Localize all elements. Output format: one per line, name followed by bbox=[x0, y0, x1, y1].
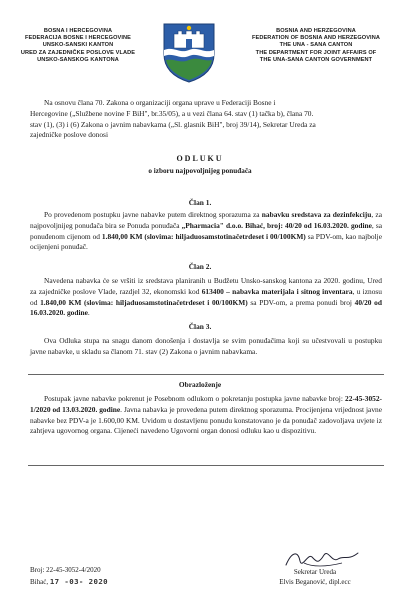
reference-number: Broj: 22-45-3052-4/2020 bbox=[30, 566, 101, 574]
header-left-line: URED ZA ZAJEDNIČKE POSLOVE VLADE bbox=[20, 49, 136, 56]
header-right-line: BOSNIA AND HERZEGOVINA bbox=[276, 28, 356, 34]
article-1-heading: Član 1. bbox=[188, 198, 212, 207]
explanation-heading: Obrazloženje bbox=[178, 380, 222, 389]
header-right-line: THE UNA - SANA CANTON bbox=[279, 42, 353, 49]
article-1-text-b: , za najpovoljnijeg ponuđača bira se Ponuda ponuđača bbox=[30, 210, 382, 230]
header-right bbox=[246, 28, 386, 64]
explanation-text-b: . Javna nabavka je provedena putem direktnog sporazuma. Procijenjena vrijednost javne nabavke bez PDV-a je 1.600,00 KM. Uvidom u dostavljenu ponudu konstatovano je da ponuđač zadovoljava uvjete iz zahtjeva ugovornog organa. Cijeneći navedeno Ugovorni organ donosi odluku kao u dispozitivu. bbox=[30, 404, 382, 436]
article-2-bold-a: 613400 – nabavka materijala i sitnog inventara bbox=[201, 286, 353, 296]
header-left bbox=[18, 28, 138, 64]
place-label: Bihać, bbox=[30, 578, 49, 586]
intro-line: Hercegovine („Službene novine F BiH", br.35/05), a u vezi člana 64. stav (1) tačka b), člana 70. bbox=[30, 108, 314, 118]
article-2-text-c: sa PDV-om, a prema ponudi broj bbox=[247, 297, 355, 307]
header-right-line: THE DEPARTMENT FOR JOINT AFFAIRS OF bbox=[255, 49, 377, 56]
explanation-bold-a: 22-45-3052-1/2020 od 13.03.2020. godine bbox=[30, 394, 382, 414]
signatory-name: Elvis Beganović, dipl.ecc bbox=[279, 578, 351, 586]
article-2-text-a: Navedena nabavka će se vršiti iz sredstava planiranih u Budžetu Unsko-sanskog kantona za 2020. godinu, Ured za zajedničke poslove Vlade, razdjel 32, ekonomski kod bbox=[30, 276, 382, 296]
signature-block bbox=[260, 567, 370, 587]
article-2-text bbox=[30, 276, 382, 319]
article-2-heading: Član 2. bbox=[188, 262, 212, 271]
header-left-line: UNSKO-SANSKOG KANTONA bbox=[37, 56, 119, 63]
intro-line: zajedničke poslove donosi bbox=[30, 130, 108, 140]
explanation-text bbox=[30, 394, 382, 437]
header-left-line: FEDERACIJA BOSNE I HERCEGOVINE bbox=[25, 35, 131, 42]
article-1-text-a: Po provedenom postupku javne nabavke putem direktnog sporazuma za bbox=[44, 210, 262, 219]
article-2-text-b: , u iznosu od bbox=[30, 286, 382, 307]
date-stamp: 17 -03- 2020 bbox=[49, 577, 109, 586]
article-1-bold-a: nabavku sredstava za dezinfekciju bbox=[261, 210, 372, 219]
article-1-text-d: sa PDV-om, kao najbolje ocijenjeni ponuđač. bbox=[30, 231, 382, 252]
document-title: ODLUKU bbox=[176, 154, 224, 163]
article-2-bold-c: 40/20 od 16.03.2020. godine bbox=[30, 297, 382, 318]
intro-line: stav (1), (3) i (6) Zakona o javnim nabavkama („Sl. glasnik BiH", broj 39/14), Sekretar Ureda za bbox=[30, 119, 316, 129]
document-subtitle: o izboru najpovoljnijeg ponuđača bbox=[148, 167, 252, 175]
intro-paragraph bbox=[30, 98, 382, 141]
article-1-bold-b: „Pharmacia" d.o.o. Bihać, broj: 40/20 od 16.03.2020. godine bbox=[181, 220, 372, 230]
article-2-text-d: . bbox=[87, 308, 90, 318]
article-3-text: Ova Odluka stupa na snagu danom donošenja i dostavlja se svim ponuđačima koji su učestvovali u postupku javne nabavke, u skladu sa članom 71. stav (2) Zakona o javnim nabavkama. bbox=[30, 336, 382, 356]
place-date bbox=[30, 577, 108, 587]
article-2-bold-b: 1.840,00 KM (slovima: hiljaduosamstotinačetrdeset i 00/100KM) bbox=[40, 297, 248, 307]
header-left-line: BOSNA I HERCEGOVINA bbox=[43, 28, 113, 34]
explanation-text-a: Postupak javne nabavke pokrenut je Posebnom odlukom o pokretanju postupka javne nabavke broj: bbox=[44, 394, 346, 403]
intro-line: Na osnovu člana 70. Zakona o organizaciji organa uprave u Federaciji Bosne i bbox=[44, 98, 276, 107]
header-right-line: THE UNA-SANA CANTON GOVERNMENT bbox=[259, 56, 373, 63]
article-1-bold-c: 1.840,00 KM (slovima: hiljaduosamstotinačetrdeset i 00/100KM) bbox=[101, 231, 306, 241]
signatory-title: Sekretar Ureda bbox=[293, 568, 337, 576]
canton-crest-icon bbox=[158, 20, 220, 84]
header-left-line: UNSKO-SANSKI KANTON bbox=[42, 42, 114, 49]
article-1-text-c: , sa ponuđenom cijenom od bbox=[30, 220, 382, 241]
article-1-text bbox=[30, 210, 382, 253]
article-3-heading: Član 3. bbox=[188, 322, 212, 331]
header-right-line: FEDERATION OF BOSNIA AND HERZEGOVINA bbox=[251, 35, 380, 42]
